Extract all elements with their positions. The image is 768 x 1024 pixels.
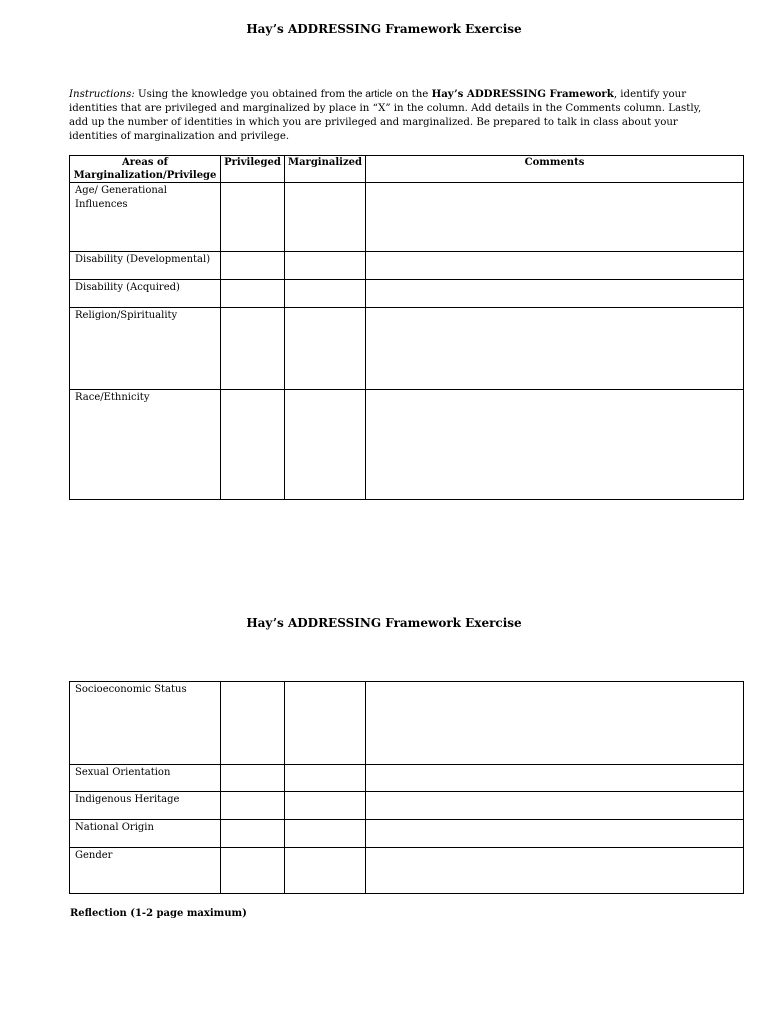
comments-cell[interactable] <box>366 390 744 500</box>
table-row <box>70 820 744 848</box>
comments-cell[interactable] <box>366 682 744 765</box>
row-label: Socioeconomic Status <box>70 682 221 765</box>
privileged-cell[interactable] <box>221 765 285 792</box>
row-label: Gender <box>70 848 221 894</box>
marginalized-cell[interactable] <box>285 765 366 792</box>
row-label: Race/Ethnicity <box>70 390 221 500</box>
marginalized-cell[interactable] <box>285 682 366 765</box>
page-title: Hay’s ADDRESSING Framework Exercise <box>246 22 522 36</box>
instructions-framework: Hay’s ADDRESSING Framework <box>431 88 614 100</box>
instructions-text-3: , identify your identities that are privileged and marginalized by place in “X” in the column. Add details in the Comments column. Lastly, add up the number of identities in which you are privileged and marginalized. Be prepared to talk in class about your identities of marginalization and privilege. <box>69 89 702 142</box>
row-label: Sexual Orientation <box>70 765 221 792</box>
marginalized-cell[interactable] <box>285 820 366 848</box>
privileged-cell[interactable] <box>221 820 285 848</box>
table-row <box>70 792 744 820</box>
comments-cell[interactable] <box>366 792 744 820</box>
table-row <box>70 183 744 252</box>
privileged-cell[interactable] <box>221 682 285 765</box>
table-row <box>70 765 744 792</box>
privileged-cell[interactable] <box>221 280 285 308</box>
marginalized-cell[interactable] <box>285 183 366 252</box>
comments-cell[interactable] <box>366 183 744 252</box>
comments-cell[interactable] <box>366 280 744 308</box>
marginalized-cell[interactable] <box>285 848 366 894</box>
row-label: Age/ Generational Influences <box>70 183 221 252</box>
marginalized-cell[interactable] <box>285 252 366 280</box>
privileged-cell[interactable] <box>221 183 285 252</box>
table-row <box>70 390 744 500</box>
table-row <box>70 848 744 894</box>
instructions-article: the article <box>348 89 393 100</box>
instructions-label: Instructions: <box>69 89 135 100</box>
marginalized-cell[interactable] <box>285 308 366 390</box>
comments-cell[interactable] <box>366 765 744 792</box>
comments-cell[interactable] <box>366 308 744 390</box>
privileged-cell[interactable] <box>221 308 285 390</box>
privileged-cell[interactable] <box>221 390 285 500</box>
marginalized-cell[interactable] <box>285 280 366 308</box>
row-label: Indigenous Heritage <box>70 792 221 820</box>
table-row <box>70 682 744 765</box>
instructions-text-1: Using the knowledge you obtained from <box>134 89 349 100</box>
instructions-text-2: on the <box>392 89 432 100</box>
addressing-table-page1 <box>69 155 744 500</box>
table-header-row <box>70 156 744 183</box>
privileged-cell[interactable] <box>221 848 285 894</box>
reflection-heading: Reflection (1-2 page maximum) <box>70 908 247 919</box>
table-row <box>70 252 744 280</box>
comments-cell[interactable] <box>366 848 744 894</box>
row-label: National Origin <box>70 820 221 848</box>
page-title: Hay’s ADDRESSING Framework Exercise <box>246 616 522 630</box>
comments-cell[interactable] <box>366 820 744 848</box>
row-label: Disability (Acquired) <box>70 280 221 308</box>
table-row <box>70 280 744 308</box>
header-privileged: Privileged <box>221 156 285 183</box>
privileged-cell[interactable] <box>221 252 285 280</box>
header-comments: Comments <box>366 156 744 183</box>
instructions-paragraph <box>69 87 709 144</box>
row-label: Disability (Developmental) <box>70 252 221 280</box>
header-areas: Areas of Marginalization/Privilege <box>70 156 221 183</box>
marginalized-cell[interactable] <box>285 390 366 500</box>
marginalized-cell[interactable] <box>285 792 366 820</box>
row-label: Religion/Spirituality <box>70 308 221 390</box>
table-row <box>70 308 744 390</box>
privileged-cell[interactable] <box>221 792 285 820</box>
addressing-table-page2 <box>69 681 744 894</box>
comments-cell[interactable] <box>366 252 744 280</box>
header-marginalized: Marginalized <box>285 156 366 183</box>
